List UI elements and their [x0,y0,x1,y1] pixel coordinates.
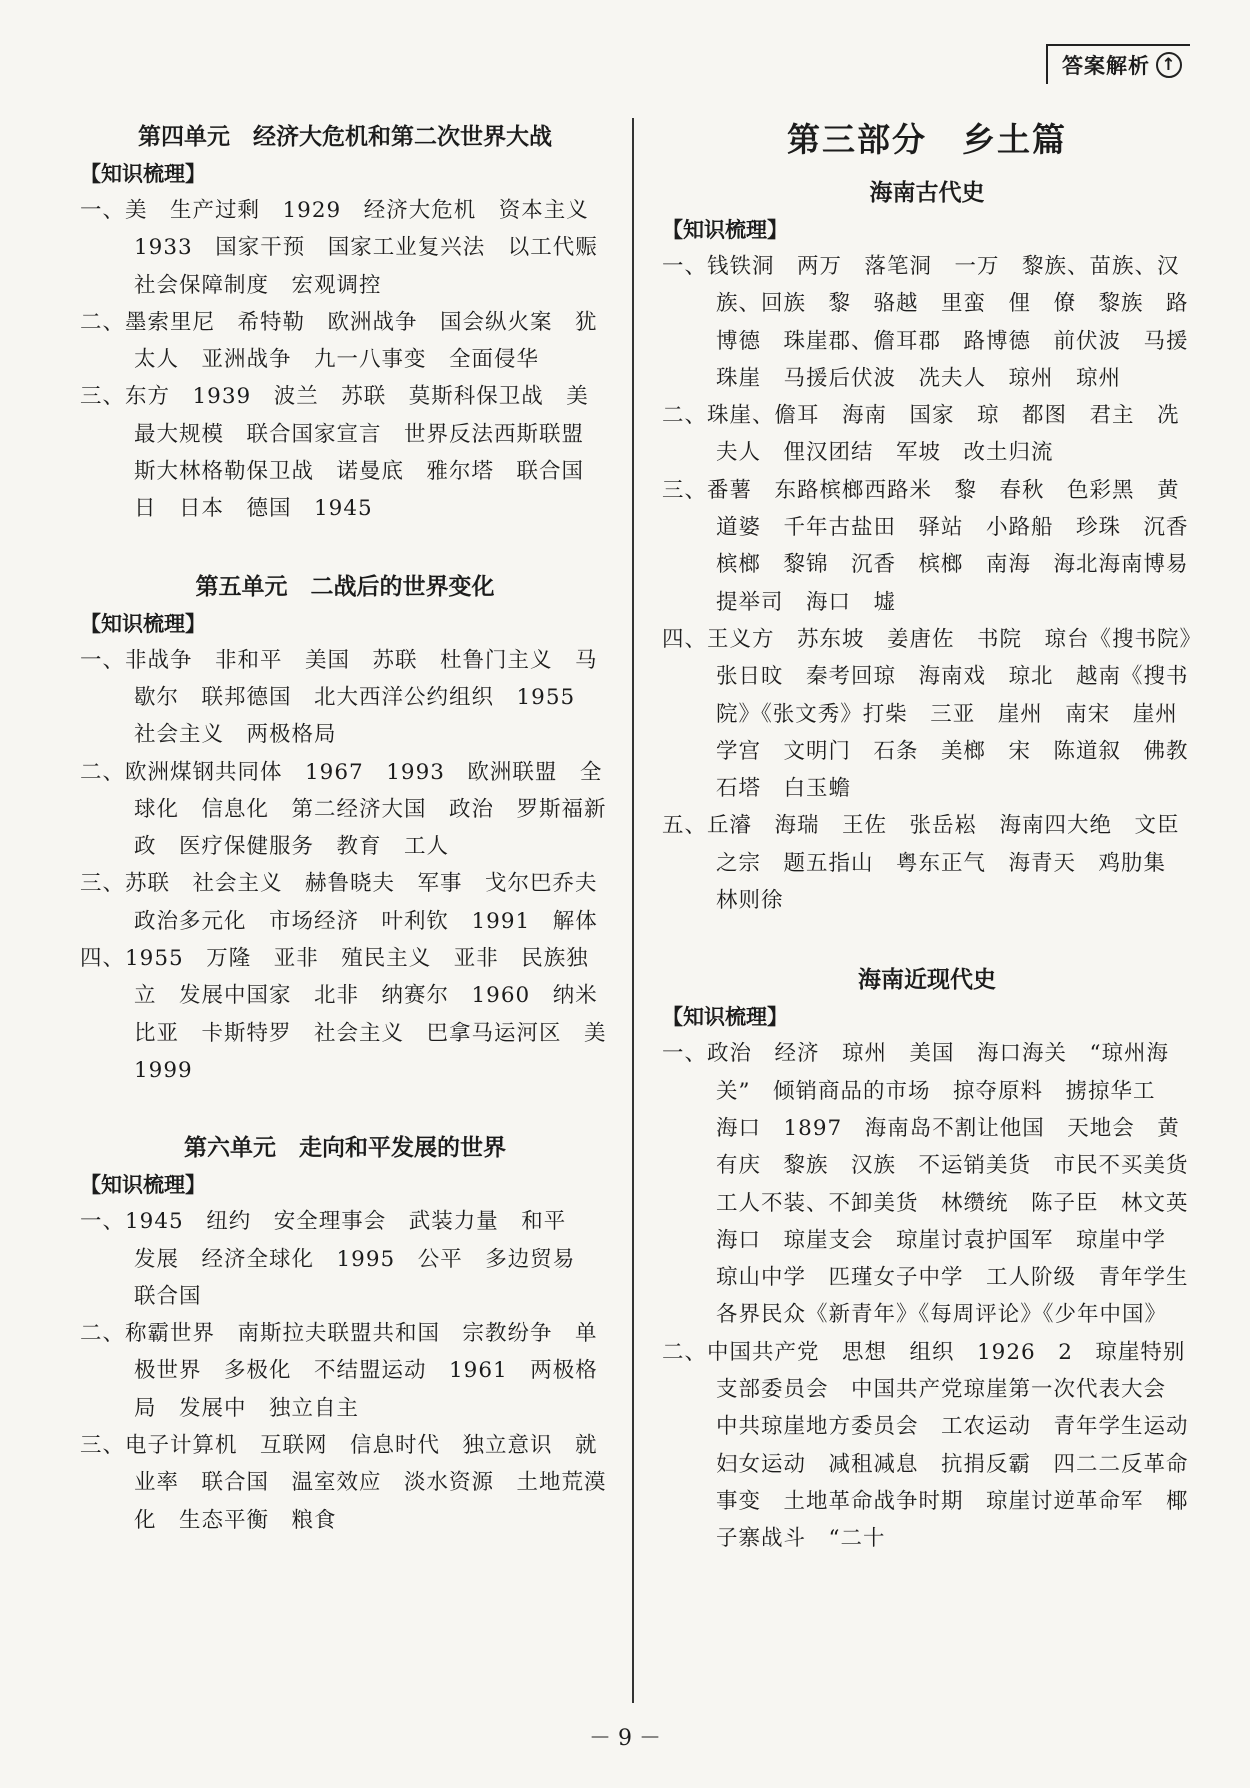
list-item: 三、番薯 东路槟榔西路米 黎 春秋 色彩黑 黄道婆 千年古盐田 驿站 小路船 珍珠 沉香 槟榔 黎锦 沉香 槟榔 南海 海北海南博易提举司 海口 墟 [662,477,1212,615]
modern-history-title: 海南近现代史 [858,967,996,994]
list-item: 三、电子计算机 互联网 信息时代 独立意识 就业率 联合国 温室效应 淡水资源 土地荒漠化 生态平衡 粮食 [80,1433,607,1533]
page-number: － 9 － [589,1726,661,1751]
left-column [80,118,630,1539]
up-arrow-icon: ↑ [1156,52,1182,78]
list-item: 三、东方 1939 波兰 苏联 莫斯科保卫战 美 最大规模 联合国家宣言 世界反法西斯联盟 斯大林格勒保卫战 诺曼底 雅尔塔 联合国 日 日本 德国 1945 [80,384,612,522]
unit-4-title: 第四单元 经济大危机和第二次世界大战 [138,124,552,150]
ancient-history-title: 海南古代史 [869,180,985,206]
answer-analysis-badge [1046,44,1190,84]
list-item: 二、中国共产党 思想 组织 1926 2 琼崖特别支部委员会 中国共产党琼崖第一次代表大会 中共琼崖地方委员会 工农运动 青年学生运动 妇女运动 减租减息 抗捐反霸 四二二反革命事变 土地革命战争时期 琼崖讨逆革命军 椰子寨战斗 “二十 [662,1339,1212,1552]
column-divider [632,118,634,1703]
list-item: 四、1955 万隆 亚非 殖民主义 亚非 民族独立 发展中国家 北非 纳赛尔 1960 纳米比亚 卡斯特罗 社会主义 巴拿马运河区 美 1999 [80,946,630,1083]
part-title: 第三部分 乡土篇 [787,120,1067,159]
list-item: 一、美 生产过剩 1929 经济大危机 资本主义 1933 国家干预 国家工业复兴法 以工代赈 社会保障制度 宏观调控 [80,198,621,298]
list-item: 一、1945 纽约 安全理事会 武装力量 和平 发展 经济全球化 1995 公平 多边贸易 联合国 [80,1209,598,1309]
unit-6-title: 第六单元 走向和平发展的世界 [184,1135,506,1162]
list-item: 二、墨索里尼 希特勒 欧洲战争 国会纵火案 犹太人 亚洲战争 九一八事变 全面侵华 [80,309,598,373]
knowledge-tag: 【知识梳理】 [662,1005,788,1030]
list-item: 二、珠崖、儋耳 海南 国家 琼 都图 君主 冼夫人 俚汉团结 军坡 改土归流 [662,403,1180,466]
list-item: 一、钱铁洞 两万 落笔洞 一万 黎族、苗族、汉族、回族 黎 骆越 里蛮 俚 僚 黎族 路博德 珠崖郡、儋耳郡 路博德 前伏波 马援 珠崖 马援后伏波 冼夫人 琼州 琼州 [662,254,1212,391]
list-item: 四、王义方 苏东坡 姜唐佐 书院 琼台《搜书院》张日旼 秦考回琼 海南戏 琼北 越南《搜书院》《张文秀》打柴 三亚 崖州 南宋 崖州学宫 文明门 石条 美榔 宋 陈道叙 佛教石塔 白玉蟾 [662,626,1192,802]
list-item: 一、非战争 非和平 美国 苏联 杜鲁门主义 马歇尔 联邦德国 北大西洋公约组织 1955 社会主义 两极格局 [80,647,598,748]
badge-label: 答案解析 [1062,54,1150,78]
unit-5-title: 第五单元 二战后的世界变化 [195,573,495,600]
right-column [662,118,1212,1558]
knowledge-tag: 【知识梳理】 [80,162,206,186]
list-item: 三、苏联 社会主义 赫鲁晓夫 军事 戈尔巴乔夫 政治多元化 市场经济 叶利钦 1991 解体 [80,871,621,934]
knowledge-tag: 【知识梳理】 [80,611,206,636]
list-item: 二、欧洲煤钢共同体 1967 1993 欧洲联盟 全球化 信息化 第二经济大国 政治 罗斯福新政 医疗保健服务 教育 工人 [80,759,607,860]
knowledge-tag: 【知识梳理】 [80,1173,206,1198]
knowledge-tag: 【知识梳理】 [662,218,788,242]
list-item: 五、丘濬 海瑞 王佐 张岳崧 海南四大绝 文臣之宗 题五指山 粤东正气 海青天 鸡肋集 林则徐 [662,813,1189,914]
list-item: 二、称霸世界 南斯拉夫联盟共和国 宗教纷争 单极世界 多极化 不结盟运动 1961 两极格局 发展中 独立自主 [80,1321,598,1421]
list-item: 一、政治 经济 琼州 美国 海口海关 “琼州海关” 倾销商品的市场 掠夺原料 掳掠华工 海口 1897 海南岛不割让他国 天地会 黄有庆 黎族 汉族 不运销美货 市民不买美货 工人不装、不卸美货 林缵统 陈子臣 林文英 海口 琼崖支会 琼崖讨袁护国军 琼崖中学 琼山中学 匹瑾女子中学 工人阶级 青年学生 各界民众《新青年》《每周评论》《少年中国》 [662,1041,1212,1328]
